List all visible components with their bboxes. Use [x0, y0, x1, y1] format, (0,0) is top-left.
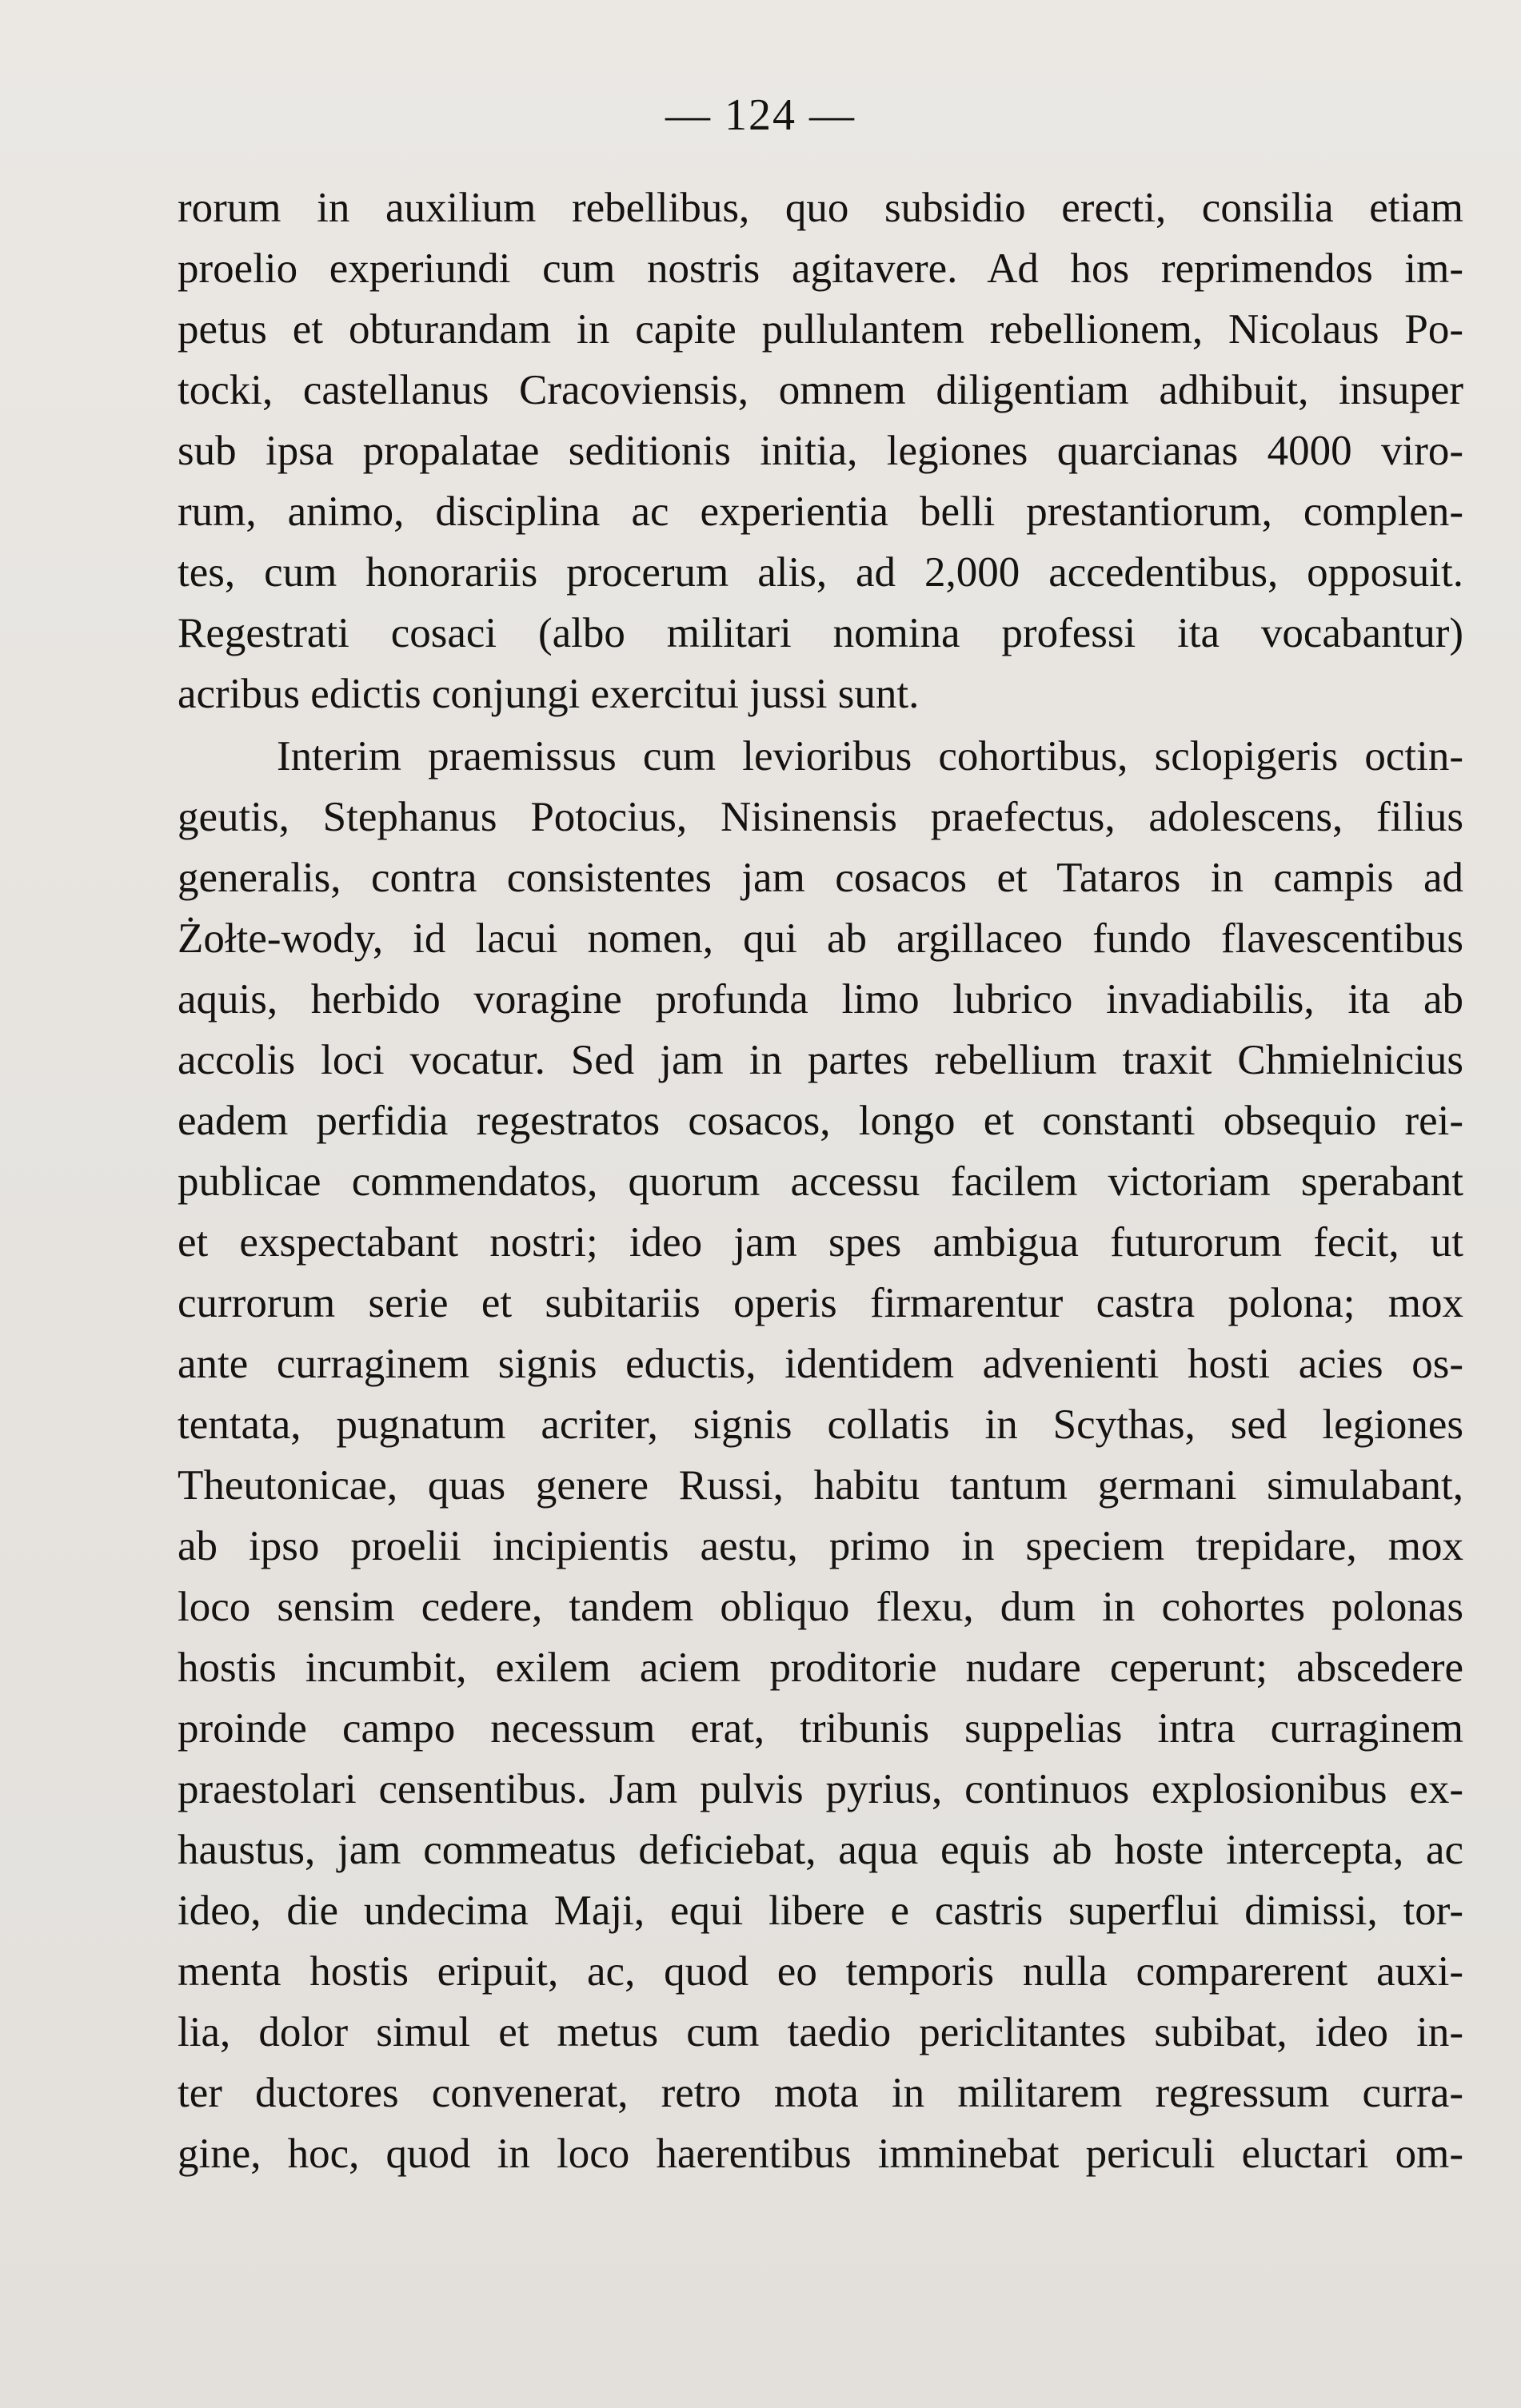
text-line: rorum in auxilium rebellibus, quo subsidio erecti, consilia etiam	[178, 185, 1463, 231]
text-line: proelio experiundi cum nostris agitavere. Ad hos reprimendos im-	[178, 245, 1463, 292]
text-line: tentata, pugnatum acriter, signis collatis in Scythas, sed legiones	[178, 1401, 1463, 1448]
text-line: ter ductores convenerat, retro mota in militarem regressum curra-	[178, 2070, 1463, 2116]
text-line: haustus, jam commeatus deficiebat, aqua equis ab hoste intercepta, ac	[178, 1827, 1463, 1873]
text-line: praestolari censentibus. Jam pulvis pyrius, continuos explosionibus ex-	[178, 1766, 1463, 1812]
text-line: currorum serie et subitariis operis firmarentur castra polona; mox	[178, 1280, 1463, 1326]
page-number: — 124 —	[665, 90, 856, 140]
text-line: gine, hoc, quod in loco haerentibus imminebat periculi eluctari om-	[178, 2131, 1463, 2177]
text-line: Żołte-wody, id lacui nomen, qui ab argillaceo fundo flavescentibus	[178, 915, 1463, 962]
text-line: petus et obturandam in capite pullulantem rebellionem, Nicolaus Po-	[178, 306, 1463, 353]
text-line: sub ipsa propalatae seditionis initia, legiones quarcianas 4000 viro-	[178, 428, 1463, 474]
text-line: proinde campo necessum erat, tribunis suppelias intra curraginem	[178, 1705, 1463, 1752]
text-line: menta hostis eripuit, ac, quod eo temporis nulla comparerent auxi-	[178, 1948, 1463, 1995]
text-line: publicae commendatos, quorum accessu facilem victoriam sperabant	[178, 1158, 1463, 1205]
text-line: tocki, castellanus Cracoviensis, omnem diligentiam adhibuit, insuper	[178, 367, 1463, 413]
text-line: aquis, herbido voragine profunda limo lubrico invadiabilis, ita ab	[178, 976, 1463, 1023]
text-line: ab ipso proelii incipientis aestu, primo in speciem trepidare, mox	[178, 1523, 1463, 1569]
text-line: Regestrati cosaci (albo militari nomina professi ita vocabantur)	[178, 610, 1463, 656]
text-line: rum, animo, disciplina ac experientia belli prestantiorum, complen-	[178, 488, 1463, 535]
text-line: Theutonicae, quas genere Russi, habitu tantum germani simulabant,	[178, 1462, 1463, 1509]
text-line: accolis loci vocatur. Sed jam in partes rebellium traxit Chmielnicius	[178, 1037, 1463, 1083]
text-line: ideo, die undecima Maji, equi libere e castris superflui dimissi, tor-	[178, 1888, 1463, 1934]
text-line: loco sensim cedere, tandem obliquo flexu, dum in cohortes polonas	[178, 1584, 1463, 1630]
text-line: tes, cum honorariis procerum alis, ad 2,000 accedentibus, opposuit.	[178, 549, 1463, 596]
text-line: acribus edictis conjungi exercitui jussi sunt.	[178, 671, 920, 717]
text-line: eadem perfidia regestratos cosacos, longo et constanti obsequio rei-	[178, 1098, 1463, 1144]
text-line: et exspectabant nostri; ideo jam spes ambigua futurorum fecit, ut	[178, 1219, 1463, 1266]
paragraph-first-line: Interim praemissus cum levioribus cohortibus, sclopigeris octin-	[277, 733, 1463, 779]
text-line: ante curraginem signis eductis, identidem advenienti hosti acies os-	[178, 1341, 1463, 1387]
text-line: geutis, Stephanus Potocius, Nisinensis praefectus, adolescens, filius	[178, 794, 1463, 840]
text-line: hostis incumbit, exilem aciem proditorie nudare ceperunt; abscedere	[178, 1645, 1463, 1691]
text-line: generalis, contra consistentes jam cosacos et Tataros in campis ad	[178, 855, 1463, 901]
text-line: lia, dolor simul et metus cum taedio periclitantes subibat, ideo in-	[178, 2009, 1463, 2055]
